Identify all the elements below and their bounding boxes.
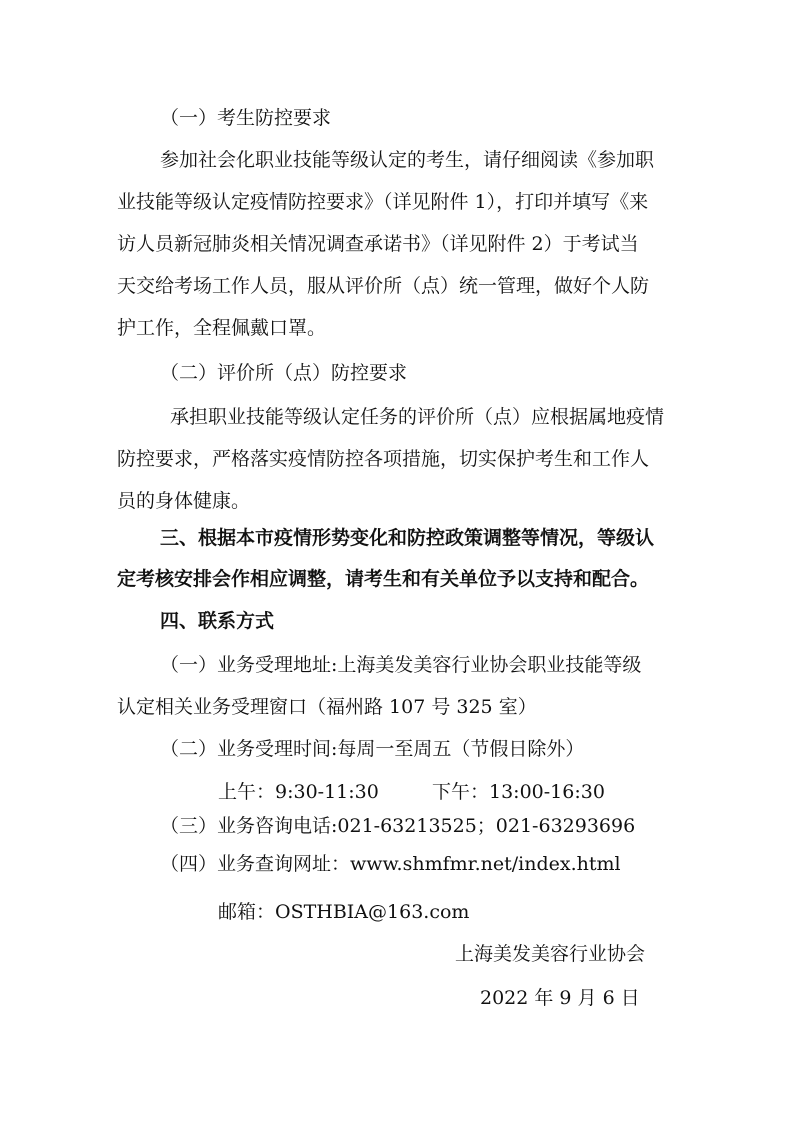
- section3-line-2: 定考核安排会作相应调整，请考生和有关单位予以支持和配合。: [117, 568, 650, 590]
- section2-line-3: 员的身体健康。: [117, 490, 251, 512]
- afternoon-hours: 下午：13:00-16:30: [432, 781, 605, 803]
- hours-line: （二）业务受理时间:每周一至周五（节假日除外）: [160, 738, 585, 760]
- section1-line-5: 护工作，全程佩戴口罩。: [117, 317, 327, 339]
- email-line: 邮箱：OSTHBIA@163.com: [218, 901, 470, 923]
- signature-org: 上海美发美容行业协会: [455, 943, 646, 965]
- section1-line-2: 业技能等级认定疫情防控要求》（详见附件 1），打印并填写《来: [117, 191, 649, 213]
- section3-line-1: 三、根据本市疫情形势变化和防控政策调整等情况，等级认: [160, 527, 655, 549]
- section2-heading: （二）评价所（点）防控要求: [160, 362, 408, 384]
- section1-line-3: 访人员新冠肺炎相关情况调查承诺书》（详见附件 2）于考试当: [117, 233, 639, 255]
- address-line-2: 认定相关业务受理窗口（福州路 107 号 325 室）: [117, 696, 537, 718]
- address-line-1: （一）业务受理地址:上海美发美容行业协会职业技能等级: [160, 654, 642, 676]
- section1-line-1: 参加社会化职业技能等级认定的考生，请仔细阅读《参加职: [160, 149, 655, 171]
- section4-heading: 四、联系方式: [160, 610, 275, 632]
- web-line: （四）业务查询网址：www.shmfmr.net/index.html: [160, 853, 621, 875]
- section1-heading: （一）考生防控要求: [160, 107, 332, 129]
- section2-line-2: 防控要求，严格落实疫情防控各项措施，切实保护考生和工作人: [117, 448, 650, 470]
- morning-hours: 上午：9:30-11:30: [218, 781, 379, 803]
- section2-line-1: 承担职业技能等级认定任务的评价所（点）应根据属地疫情: [170, 406, 665, 428]
- signature-date: 2022 年 9 月 6 日: [480, 987, 640, 1009]
- phone-line: （三）业务咨询电话:021-63213525；021-63293696: [160, 815, 636, 837]
- section1-line-4: 天交给考场工作人员，服从评价所（点）统一管理，做好个人防: [117, 275, 650, 297]
